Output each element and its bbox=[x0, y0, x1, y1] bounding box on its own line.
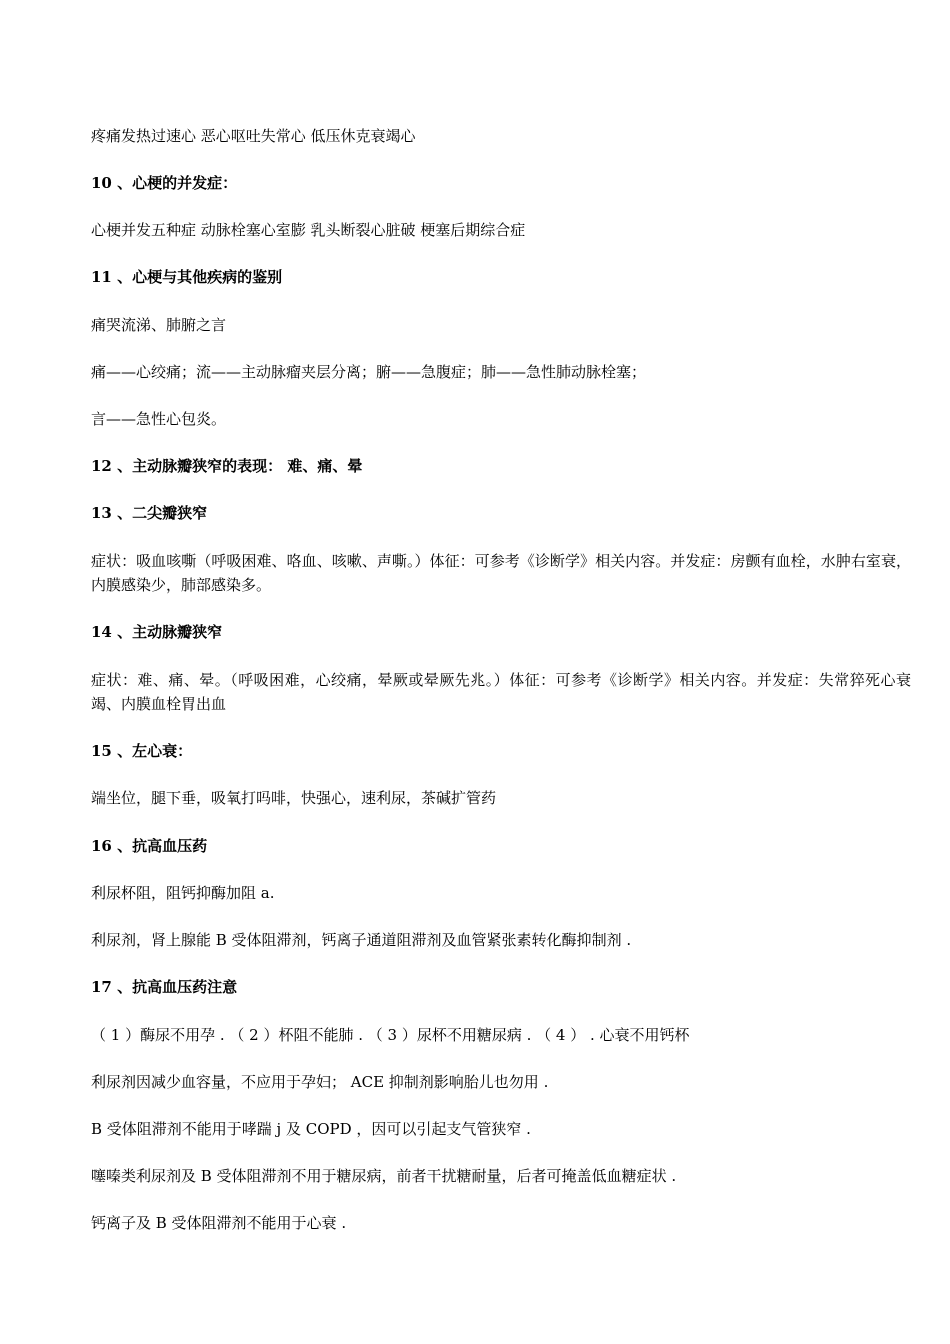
paragraph-aortic-stenosis: 症状：难、痛、晕。（呼吸困难，心绞痛，晕厥或晕厥先兆。）体征：可参考《诊断学》相关内容。并发症：失常猝死心衰竭、内膜血栓胃出血 bbox=[91, 671, 911, 713]
paragraph-antihypertensive-mnemonic: 利尿杯阻，阻钙抑酶加阻 a. bbox=[91, 884, 275, 902]
heading-15-left-heart-failure: 15 、左心衰： bbox=[91, 742, 193, 760]
heading-11-mi-differential: 11 、心梗与其他疾病的鉴别 bbox=[91, 268, 283, 286]
paragraph-caution-beta-blockers: B 受体阻滞剂不能用于哮踹 j 及 COPD ，因可以引起支气管狭窄 . bbox=[91, 1120, 531, 1138]
paragraph-mitral-stenosis: 症状：吸血咳嘶（呼吸困难、咯血、咳嗽、声嘶。）体征：可参考《诊断学》相关内容。并发症：房颤有血栓，水肿右室衰，内膜感染少，肺部感染多。 bbox=[91, 552, 911, 594]
paragraph-caution-heart-failure: 钙离子及 B 受体阻滞剂不能用于心衰 . bbox=[91, 1214, 347, 1232]
paragraph-pericarditis: 言——急性心包炎。 bbox=[91, 410, 227, 428]
paragraph-differential-detail: 痛——心绞痛；流——主动脉瘤夹层分离；腑——急腹症；肺——急性肺动脉栓塞； bbox=[91, 363, 647, 381]
heading-14-aortic-stenosis: 14 、主动脉瓣狭窄 bbox=[91, 623, 223, 641]
paragraph-caution-diabetes: 噻嗪类利尿剂及 B 受体阻滞剂不用于糖尿病，前者干扰糖耐量，后者可掩盖低血糖症状 . bbox=[91, 1167, 677, 1185]
heading-16-antihypertensives: 16 、抗高血压药 bbox=[91, 837, 208, 855]
paragraph-caution-mnemonic: （ 1 ）酶尿不用孕 . （ 2 ）杯阻不能肺 . （ 3 ）尿杯不用糖尿病 . （ 4 ） . 心衰不用钙杯 bbox=[91, 1026, 690, 1044]
heading-10-mi-complications: 10 、心梗的并发症： bbox=[91, 174, 238, 192]
paragraph-left-heart-failure: 端坐位，腿下垂，吸氧打吗啡，快强心，速利尿，茶碱扩管药 bbox=[91, 789, 497, 807]
heading-17-antihypertensive-cautions: 17 、抗高血压药注意 bbox=[91, 978, 238, 996]
heading-13-mitral-stenosis: 13 、二尖瓣狭窄 bbox=[91, 504, 208, 522]
paragraph-antihypertensive-classes: 利尿剂，肾上腺能 B 受体阻滞剂，钙离子通道阻滞剂及血管紧张素转化酶抑制剂 . bbox=[91, 931, 632, 949]
paragraph-mnemonic-symptoms: 疼痛发热过速心 恶心呕吐失常心 低压休克衰竭心 bbox=[91, 127, 416, 145]
heading-12-aortic-stenosis-signs: 12 、主动脉瓣狭窄的表现： 难、痛、晕 bbox=[91, 457, 363, 475]
paragraph-caution-diuretics: 利尿剂因减少血容量，不应用于孕妇； ACE 抑制剂影响胎儿也勿用 . bbox=[91, 1073, 549, 1091]
paragraph-mi-complications: 心梗并发五种症 动脉栓塞心室膨 乳头断裂心脏破 梗塞后期综合症 bbox=[91, 221, 526, 239]
paragraph-differential-mnemonic: 痛哭流涕、肺腑之言 bbox=[91, 316, 227, 334]
